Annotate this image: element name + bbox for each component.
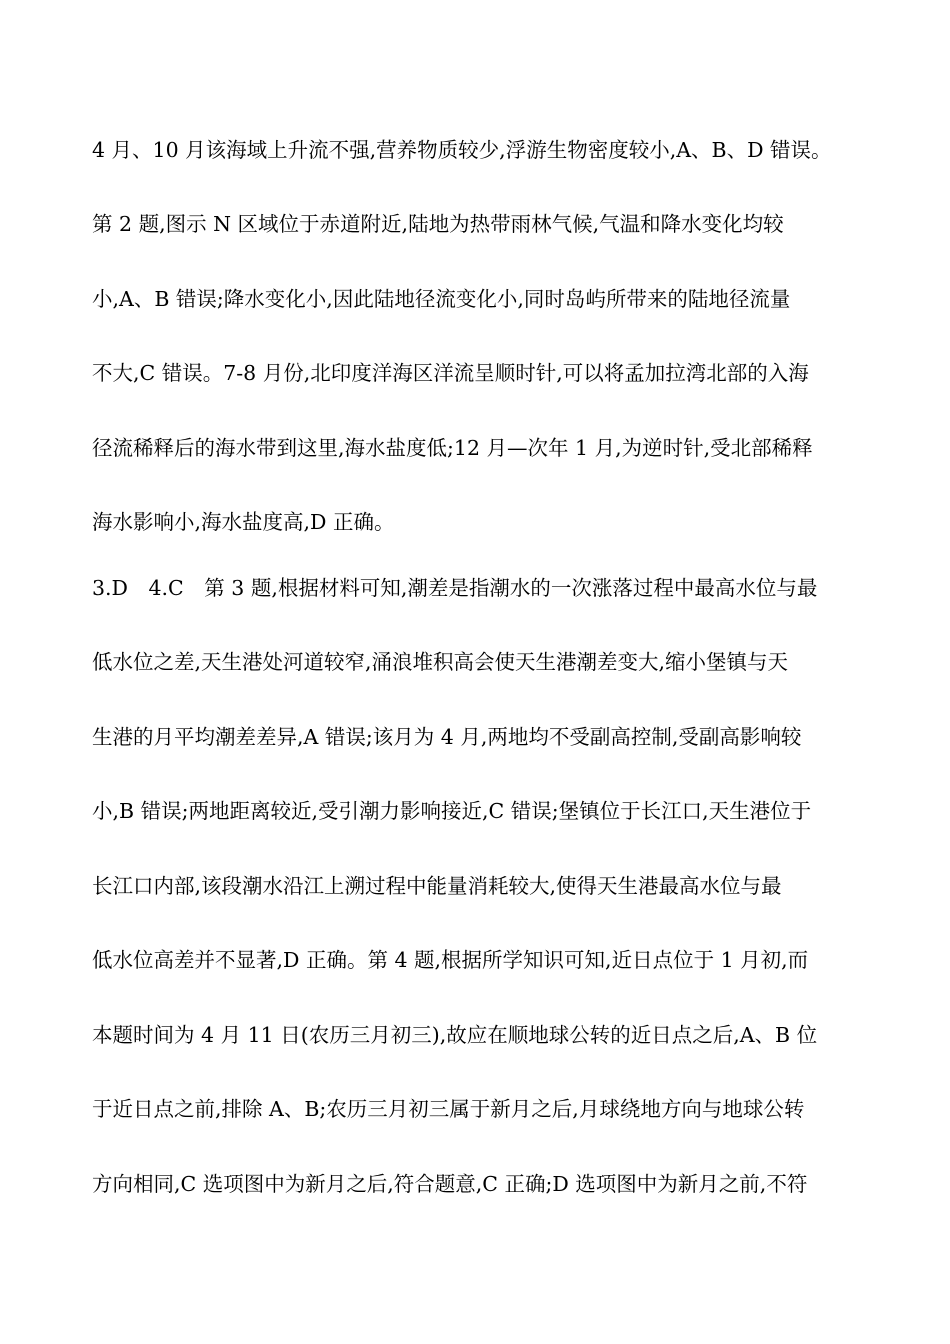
text-line-2: 第 2 题,图示 N 区域位于赤道附近,陆地为热带雨林气候,气温和降水变化均较: [92, 212, 784, 236]
text-line-4: 不大,C 错误。7-8 月份,北印度洋海区洋流呈顺时针,可以将孟加拉湾北部的入海: [92, 361, 809, 385]
text-line-1: 4 月、10 月该海域上升流不强,营养物质较少,浮游生物密度较小,A、B、D 错误。: [92, 138, 832, 162]
text-line-5: 径流稀释后的海水带到这里,海水盐度低;12 月—次年 1 月,为逆时针,受北部稀释: [92, 436, 813, 460]
text-line-11: 长江口内部,该段潮水沿江上溯过程中能量消耗较大,使得天生港最高水位与最: [92, 874, 782, 898]
text-line-9: 生港的月平均潮差差异,A 错误;该月为 4 月,两地均不受副高控制,受副高影响较: [92, 725, 802, 749]
text-line-7: 3.D 4.C 第 3 题,根据材料可知,潮差是指潮水的一次涨落过程中最高水位与最: [92, 576, 818, 600]
text-line-15: 方向相同,C 选项图中为新月之后,符合题意,C 正确;D 选项图中为新月之前,不符: [92, 1172, 808, 1196]
text-line-14: 于近日点之前,排除 A、B;农历三月初三属于新月之后,月球绕地方向与地球公转: [92, 1097, 805, 1121]
text-line-12: 低水位高差并不显著,D 正确。第 4 题,根据所学知识可知,近日点位于 1 月初,而: [92, 948, 809, 972]
text-line-10: 小,B 错误;两地距离较近,受引潮力影响接近,C 错误;堡镇位于长江口,天生港位于: [92, 799, 812, 823]
text-line-6: 海水影响小,海水盐度高,D 正确。: [92, 510, 395, 534]
text-line-8: 低水位之差,天生港处河道较窄,涌浪堆积高会使天生港潮差变大,缩小堡镇与天: [92, 650, 789, 674]
text-line-13: 本题时间为 4 月 11 日(农历三月初三),故应在顺地球公转的近日点之后,A、B 位: [92, 1023, 818, 1047]
text-line-3: 小,A、B 错误;降水变化小,因此陆地径流变化小,同时岛屿所带来的陆地径流量: [92, 287, 791, 311]
